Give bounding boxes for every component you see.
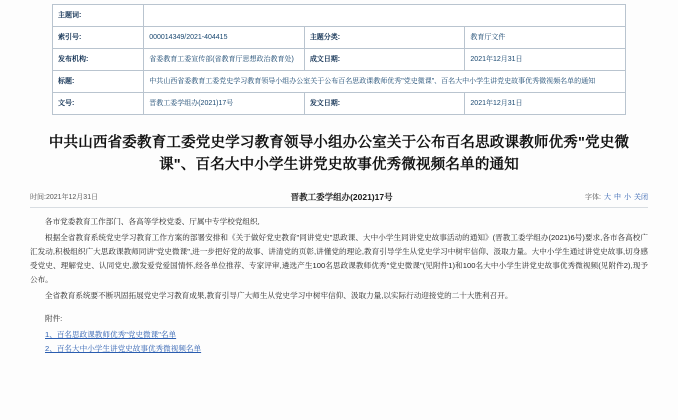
attachments-heading: 附件: [45, 314, 63, 324]
metadata-table-container [0, 0, 678, 115]
publish-date-value: 2021年12月31日 [45, 193, 99, 201]
meta-value-title: 中共山西省委教育工委党史学习教育领导小组办公室关于公布百名思政课教师优秀"党史微课"、百名大中小学生讲党史故事优秀微视频名单的通知 [144, 71, 626, 93]
attachments-section [30, 312, 648, 356]
meta-label-subject-word: 主题词: [53, 5, 144, 27]
table-row [53, 5, 626, 27]
font-size-large[interactable]: 大 [604, 193, 611, 201]
table-row [53, 49, 626, 71]
font-size-medium[interactable]: 中 [614, 193, 621, 201]
attachment-link-1[interactable]: 1、百名思政课教师优秀"党史微课"名单 [45, 329, 177, 339]
meta-value-index-number: 000014349/2021-404415 [144, 27, 305, 49]
page-title: 中共山西省委教育工委党史学习教育领导小组办公室关于公布百名思政课教师优秀"党史微课"、百名大中小学生讲党史故事优秀微视频名单的通知 [48, 135, 630, 174]
document-info-strip [30, 191, 648, 208]
table-row [53, 27, 626, 49]
meta-value-issue-date: 2021年12月31日 [465, 93, 626, 115]
paragraph-salutation: 各市党委教育工作部门、各高等学校党委、厅属中专学校党组织, [45, 216, 260, 226]
meta-label-document-number: 文号: [53, 93, 144, 115]
table-row [53, 71, 626, 93]
meta-label-subject-category: 主题分类: [304, 27, 465, 49]
font-size-small[interactable]: 小 [624, 193, 631, 201]
meta-value-document-number: 晋教工委学组办(2021)17号 [144, 93, 305, 115]
paragraph-main: 根据全省教育系统党史学习教育工作方案的部署安排和《关于做好党史教育"同讲党史"思政课、大中小学生同讲党史故事活动的通知》(晋教工委学组办(2021)6号)要求,各市各高校广汇发动,积极组织广大思政课教师同讲"党史微课",进一步把好党的故事、讲清党的页彰,讲懂党的理论,教育引导学生从党史学习中树牢信仰、汲取力量。大中小学生通过讲党史故事,切身感受党史、理解党史、认同党史,激发爱党爱国情怀,经各单位推荐、专家评审,遴选产生100名思政课教师优秀"党史微课"(见附件1)和100名大中小学生讲党史故事优秀微视频(见附件2),现予公布。 [30, 232, 648, 285]
meta-value-publisher: 省委教育工委宣传部(省教育厅思想政治教育处) [144, 49, 305, 71]
meta-label-publisher: 发布机构: [53, 49, 144, 71]
table-row [53, 93, 626, 115]
font-size-label: 字体: [585, 193, 601, 201]
meta-value-subject-category: 教育厅文件 [465, 27, 626, 49]
meta-label-written-date: 成文日期: [304, 49, 465, 71]
meta-value-subject-word [144, 5, 626, 27]
close-link[interactable]: 关闭 [634, 193, 648, 201]
publish-date-label: 时间: [30, 193, 46, 201]
meta-value-written-date: 2021年12月31日 [465, 49, 626, 71]
document-body [30, 215, 648, 303]
meta-label-issue-date: 发文日期: [304, 93, 465, 115]
font-size-controls [585, 192, 648, 202]
meta-label-title: 标题: [53, 71, 144, 93]
metadata-table [52, 4, 626, 115]
publish-date [30, 192, 98, 202]
attachment-link-2[interactable]: 2、百名大中小学生讲党史故事优秀微视频名单 [45, 344, 202, 354]
meta-label-index-number: 索引号: [53, 27, 144, 49]
paragraph-closing: 全省教育系统要不断巩固拓展党史学习教育成果,教育引导广大师生从党史学习中树牢信仰、汲取力量,以实际行动迎接党的二十大胜利召开。 [45, 291, 513, 301]
document-number-heading: 晋教工委学组办(2021)17号 [290, 191, 393, 202]
